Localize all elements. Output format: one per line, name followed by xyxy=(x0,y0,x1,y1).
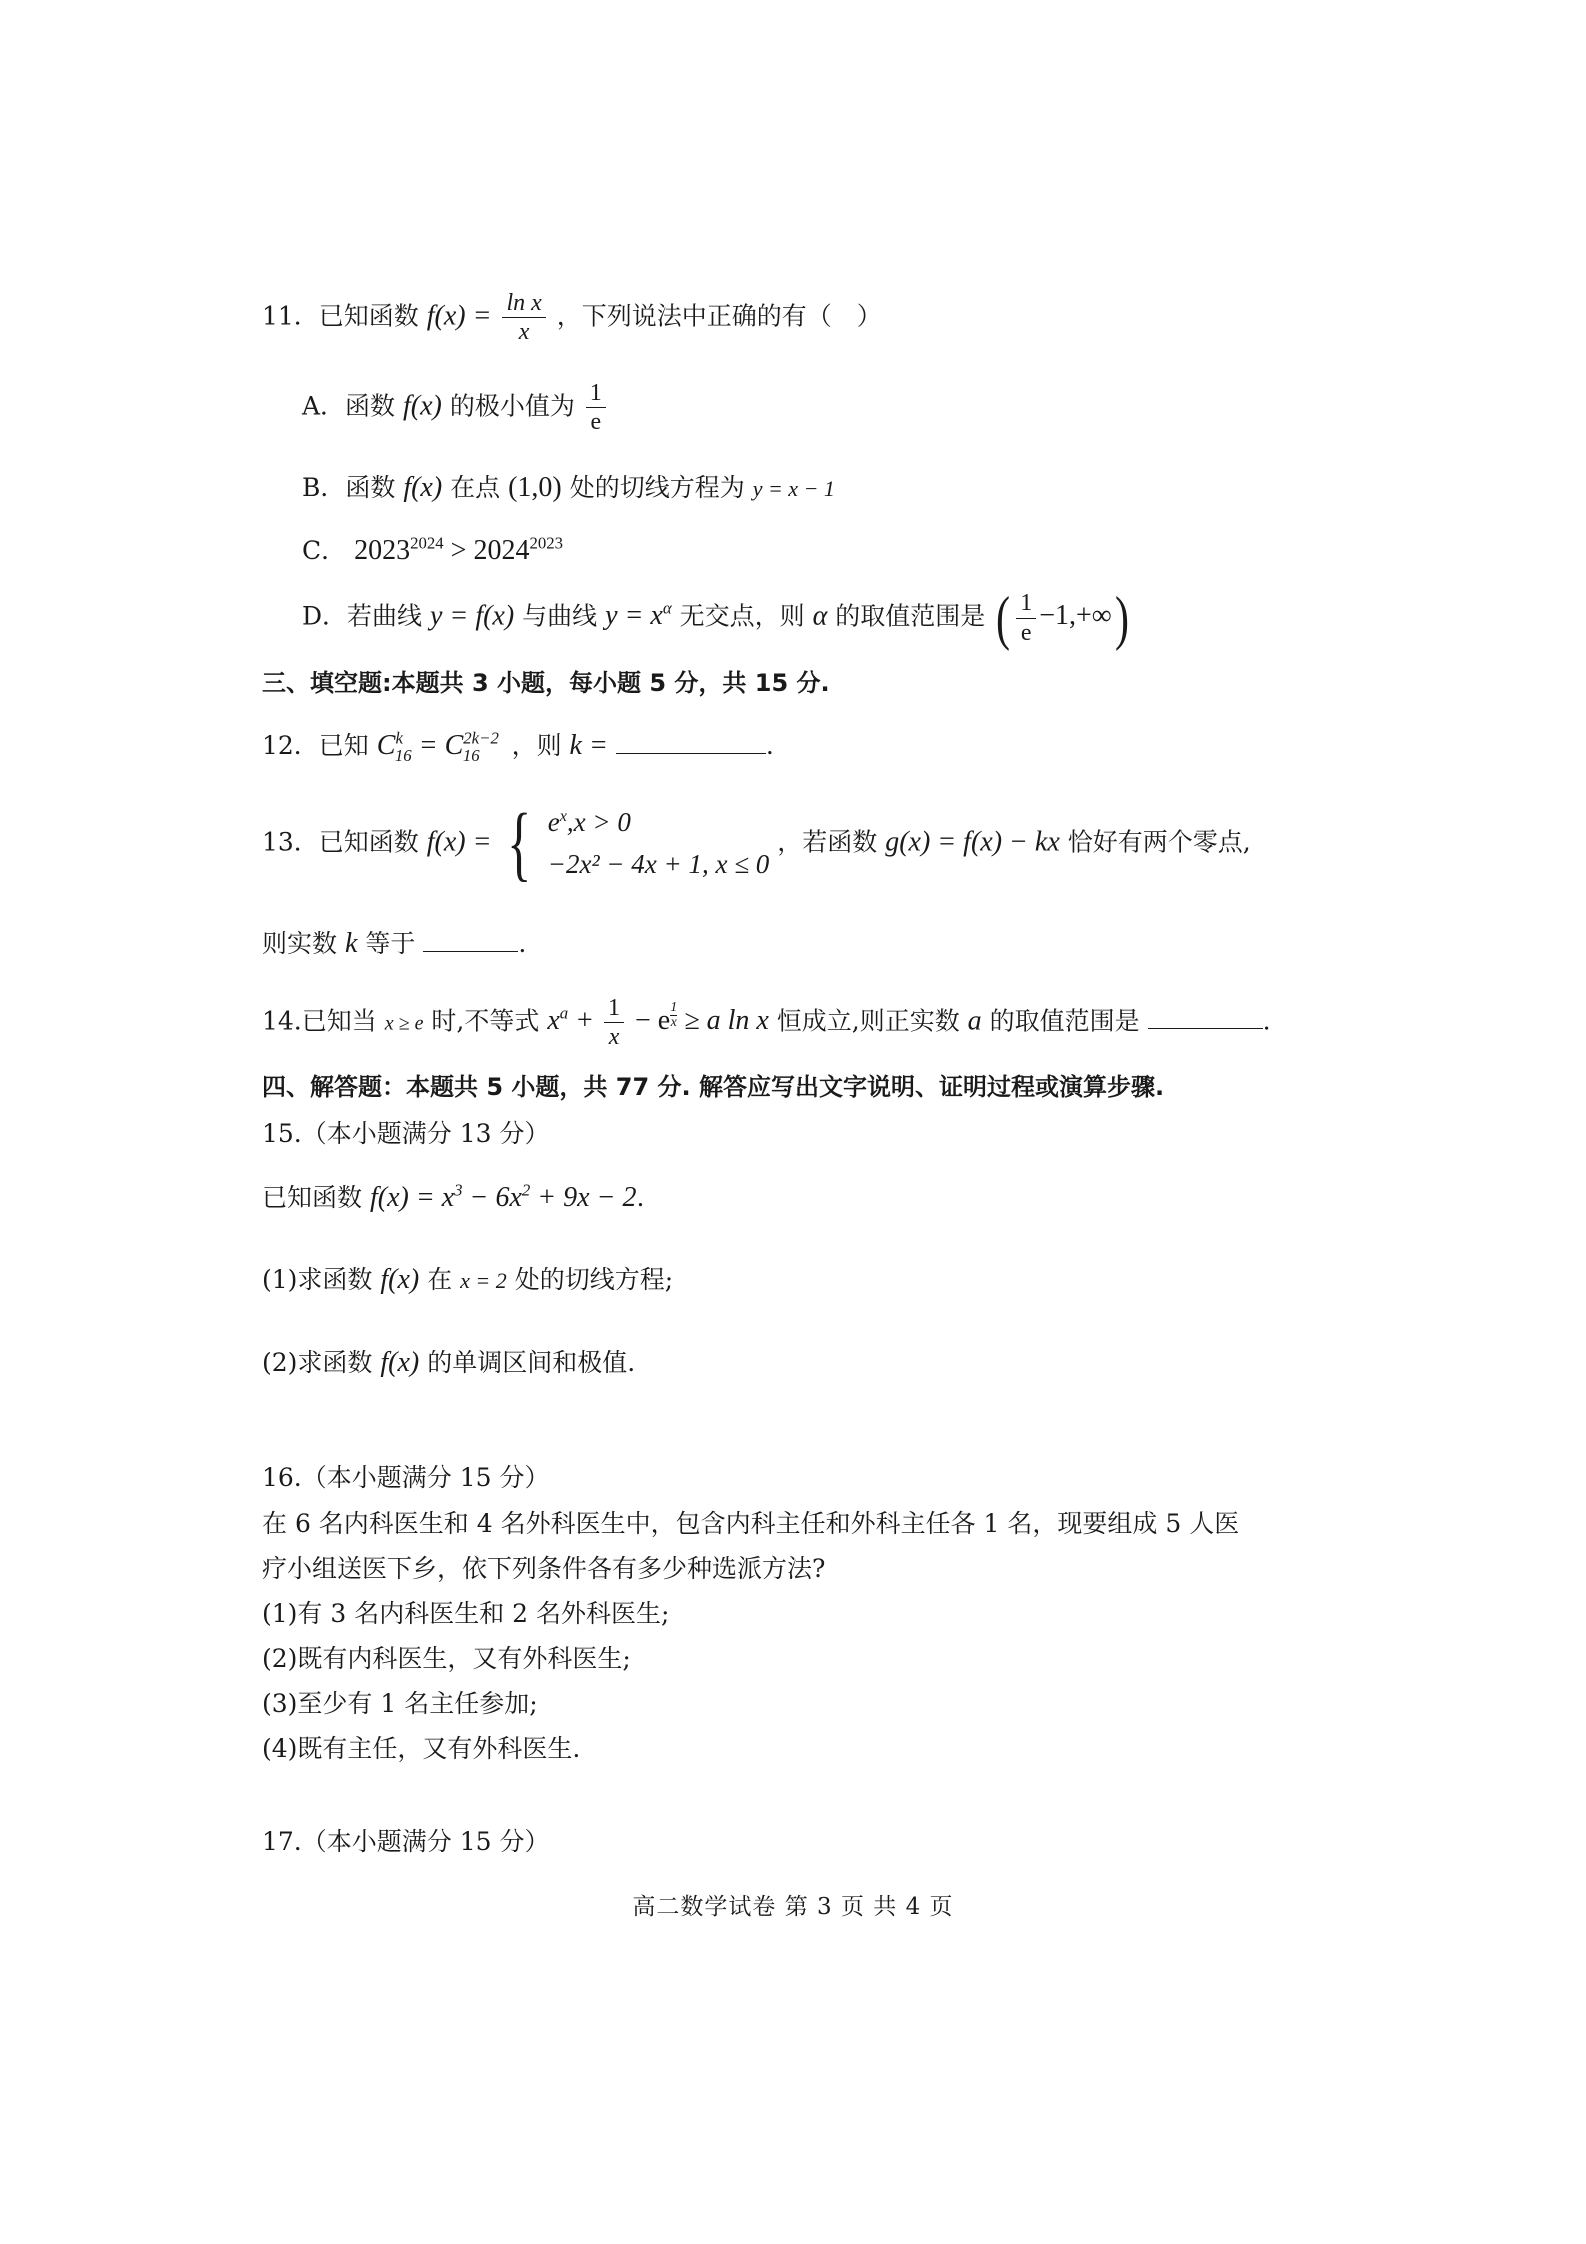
q14-fraction: $\frac{1}{x}$ xyxy=(604,995,624,1051)
q13: 13．已知函数 f(x) = { $e^x,x > 0$ −2x² − 4x + 1, x ≤ 0 ，若函数 g(x) = f(x) − kx 恰好有两个零点, xyxy=(262,797,1251,890)
q15-sub2: (2)求函数 f(x) 的单调区间和极值. xyxy=(262,1347,636,1378)
q11-fx: f(x) = xyxy=(426,300,492,332)
q17-title: 17.（本小题满分 15 分） xyxy=(262,1827,550,1856)
q16-sub2: (2)既有内科医生，又有外科医生; xyxy=(262,1644,631,1673)
q16-sub3: (3)至少有 1 名主任参加; xyxy=(262,1689,538,1718)
q13-piecewise: $e^x,x > 0$ −2x² − 4x + 1, x ≤ 0 xyxy=(547,807,770,879)
q16-title: 16.（本小题满分 15 分） xyxy=(262,1463,550,1492)
q13-answer-blank[interactable] xyxy=(423,929,518,952)
page-footer: 高二数学试卷 第 3 页 共 4 页 xyxy=(632,1894,954,1920)
q11-option-c: C． $2023^{2024} > 2024^{2023}$ xyxy=(302,533,564,566)
q11-option-d: D．若曲线 y = f(x) 与曲线 $y = x^\alpha$ 无交点，则 α 的取值范围是 ( $\frac{1}{e}$ −1,+∞) xyxy=(302,588,1132,648)
q12: 12．已知 $C^k_{16} = C^{2k-2}_{16}$ ，则 k = . xyxy=(262,728,774,765)
section-3-heading: 三、填空题:本题共 3 小题，每小题 5 分，共 15 分. xyxy=(262,669,830,697)
q11-option-b: B．函数 f(x) 在点 (1,0) 处的切线方程为 y = x − 1 xyxy=(302,472,835,503)
q13-line2: 则实数 k 等于 . xyxy=(262,928,527,959)
q14: 14.已知当 x ≥ e 时,不等式 $x^a$ + $\frac{1}{x}$ − e $^{\frac{1}{x}}$ ≥ a ln x 恒成立,则正实数 a 的取值范围是 . xyxy=(262,995,1271,1051)
q12-answer-blank[interactable] xyxy=(616,731,766,754)
q16-line2: 疗小组送医下乡，依下列条件各有多少种选派方法? xyxy=(262,1554,826,1583)
q14-answer-blank[interactable] xyxy=(1148,1006,1263,1029)
q11-stem: 11．已知函数 f(x) = $\frac{\text{ln x}}{x}$ ，下列说法中正确的有（ ） xyxy=(262,290,882,346)
q15-title: 15.（本小题满分 13 分） xyxy=(262,1119,550,1148)
q16-sub4: (4)既有主任，又有外科医生. xyxy=(262,1734,581,1763)
q15-stem: 已知函数 $f(x) = x^3 - 6x^2 + 9x - 2$. xyxy=(262,1180,645,1213)
q11-option-a: A．函数 f(x) 的极小值为 $\frac{1}{e}$ xyxy=(302,380,609,436)
section-4-heading: 四、解答题：本题共 5 小题，共 77 分. 解答应写出文字说明、证明过程或演算步骤. xyxy=(262,1073,1165,1101)
q15-sub1: (1)求函数 f(x) 在 x = 2 处的切线方程; xyxy=(262,1264,674,1295)
q11-fraction: $\frac{\text{ln x}}{x}$ xyxy=(502,290,545,346)
q16-line1: 在 6 名内科医生和 4 名外科医生中，包含内科主任和外科主任各 1 名，现要组成 5 人医 xyxy=(262,1509,1240,1538)
q16-sub1: (1)有 3 名内科医生和 2 名外科医生; xyxy=(262,1599,670,1628)
q11-a-fraction: $\frac{1}{e}$ xyxy=(586,380,606,436)
q11-d-interval: ( $\frac{1}{e}$ −1,+∞) xyxy=(996,585,1129,651)
